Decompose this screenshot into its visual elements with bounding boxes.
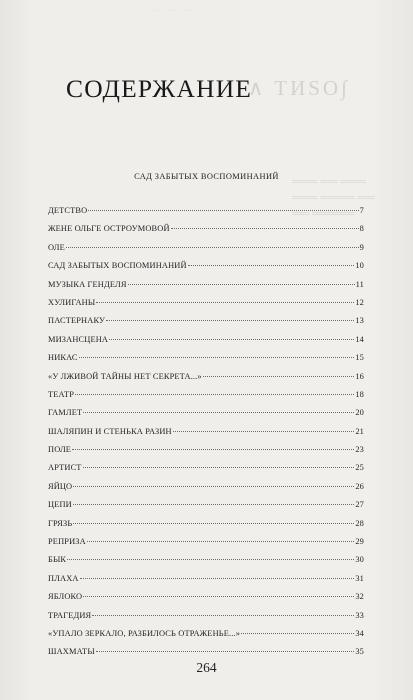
toc-entry (48, 445, 364, 463)
toc-entry-page: 14 (355, 334, 364, 344)
toc-entry (48, 335, 364, 353)
dot-leader (87, 541, 354, 542)
dot-leader (83, 412, 354, 413)
toc-entry (48, 316, 364, 334)
dot-leader (67, 559, 354, 560)
toc-entry-title: РЕПРИЗА (48, 537, 86, 547)
toc-entry-page: 31 (355, 573, 364, 583)
show-through-line: ═══ ════ ══ (292, 190, 375, 204)
toc-entry-title: ПОЛЕ (48, 445, 72, 455)
toc-entry-title: БЫК (48, 555, 67, 565)
toc-entry (48, 574, 364, 592)
show-through-line: ══ ═════ (292, 206, 355, 220)
toc-entry (48, 372, 364, 390)
dot-leader (241, 633, 354, 634)
dot-leader (83, 596, 354, 597)
toc-entry (48, 482, 364, 500)
toc-entry-title: АРТИСТ (48, 463, 82, 473)
toc-entry-page: 10 (355, 261, 364, 271)
toc-entry (48, 427, 364, 445)
toc-entry (48, 206, 364, 224)
toc-entry-title: ПЛАХА (48, 573, 79, 583)
toc-entry-title: ГРЯЗЬ (48, 518, 73, 528)
dot-leader (171, 228, 359, 229)
toc-entry-page: 15 (355, 353, 364, 363)
toc-entry-page: 12 (355, 297, 364, 307)
table-of-contents (48, 206, 364, 666)
toc-entry (48, 353, 364, 371)
toc-entry-title: МИЗАНСЦЕНА (48, 334, 109, 344)
page-title: СОДЕРЖАНИЕ (66, 74, 253, 103)
dot-leader (188, 265, 355, 266)
dot-leader (73, 523, 354, 524)
toc-entry-page: 18 (355, 389, 364, 399)
toc-entry-title: ШАЛЯПИН И СТЕНЬКА РАЗИН (48, 426, 172, 436)
toc-entry-page: 21 (355, 426, 364, 436)
toc-entry-page: 32 (355, 592, 364, 602)
toc-entry-title: ОЛЕ (48, 242, 65, 252)
dot-leader (73, 504, 354, 505)
toc-entry (48, 224, 364, 242)
toc-entry (48, 243, 364, 261)
dot-leader (72, 449, 354, 450)
toc-entry-title: МУЗЫКА ГЕНДЕЛЯ (48, 279, 127, 289)
toc-entry (48, 408, 364, 426)
toc-entry-page: 9 (359, 242, 364, 252)
toc-entry-title: ТЕАТР (48, 389, 75, 399)
toc-entry (48, 519, 364, 537)
toc-entry-page: 8 (359, 224, 364, 234)
page-number: 264 (196, 660, 217, 675)
toc-entry-page: 30 (355, 555, 364, 565)
dot-leader (88, 210, 358, 211)
show-through-heading: ∧ ΤИЅО∫ (248, 76, 350, 100)
dot-leader (92, 615, 354, 616)
toc-entry-title: ТРАГЕДИЯ (48, 610, 92, 620)
dot-leader (109, 339, 354, 340)
show-through-header: — · — · — (150, 6, 192, 14)
toc-entry-title: САД ЗАБЫТЫХ ВОСПОМИНАНИЙ (48, 261, 187, 271)
toc-entry (48, 261, 364, 279)
toc-entry-page: 34 (355, 628, 364, 638)
dot-leader (96, 651, 355, 652)
toc-entry-title: ХУЛИГАНЫ (48, 297, 96, 307)
toc-entry-page: 23 (355, 445, 364, 455)
toc-entry-page: 29 (355, 537, 364, 547)
dot-leader (128, 284, 355, 285)
toc-entry (48, 629, 364, 647)
toc-entry (48, 537, 364, 555)
toc-entry-title: ЯЙЦО (48, 481, 73, 491)
toc-entry-page: 13 (355, 316, 364, 326)
dot-leader (83, 467, 355, 468)
toc-entry-title: ДЕТСТВО (48, 206, 88, 215)
toc-entry-title: ГАМЛЕТ (48, 408, 83, 418)
toc-entry (48, 592, 364, 610)
dot-leader (80, 578, 355, 579)
toc-entry-page: 28 (355, 518, 364, 528)
dot-leader (203, 376, 355, 377)
toc-entry (48, 555, 364, 573)
toc-entry-title: «У ЛЖИВОЙ ТАЙНЫ НЕТ СЕКРЕТА...» (48, 371, 202, 381)
toc-entry-title: ПАСТЕРНАКУ (48, 316, 106, 326)
toc-entry (48, 500, 364, 518)
toc-entry-page: 20 (355, 408, 364, 418)
toc-entry-title: «УПАЛО ЗЕРКАЛО, РАЗБИЛОСЬ ОТРАЖЕНЬЕ...» (48, 628, 241, 638)
dot-leader (96, 302, 354, 303)
toc-entry-title: НИКАС (48, 353, 78, 363)
dot-leader (106, 320, 354, 321)
toc-entry-title: ЯБЛОКО (48, 592, 83, 602)
toc-entry-page: 26 (355, 481, 364, 491)
dot-leader (75, 394, 354, 395)
toc-entry (48, 280, 364, 298)
toc-entry (48, 463, 364, 481)
dot-leader (79, 357, 355, 358)
toc-entry (48, 611, 364, 629)
toc-entry-page: 27 (355, 500, 364, 510)
dot-leader (66, 247, 359, 248)
section-title: САД ЗАБЫТЫХ ВОСПОМИНАНИЙ (134, 172, 279, 181)
dot-leader (173, 431, 355, 432)
toc-entry (48, 390, 364, 408)
dot-leader (73, 486, 354, 487)
toc-entry-title: ЖЕНЕ ОЛЬГЕ ОСТРОУМОВОЙ (48, 224, 170, 234)
toc-entry-page: 35 (355, 647, 364, 657)
toc-entry-page: 33 (355, 610, 364, 620)
toc-entry-page: 16 (355, 371, 364, 381)
toc-entry-page: 25 (355, 463, 364, 473)
toc-entry-page: 11 (355, 279, 364, 289)
toc-entry (48, 298, 364, 316)
toc-entry-page: 7 (359, 206, 364, 215)
toc-entry-title: ЦЕПИ (48, 500, 72, 510)
show-through-line: ═══ ══ ═══ (292, 174, 367, 188)
toc-entry-title: ШАХМАТЫ (48, 647, 95, 657)
